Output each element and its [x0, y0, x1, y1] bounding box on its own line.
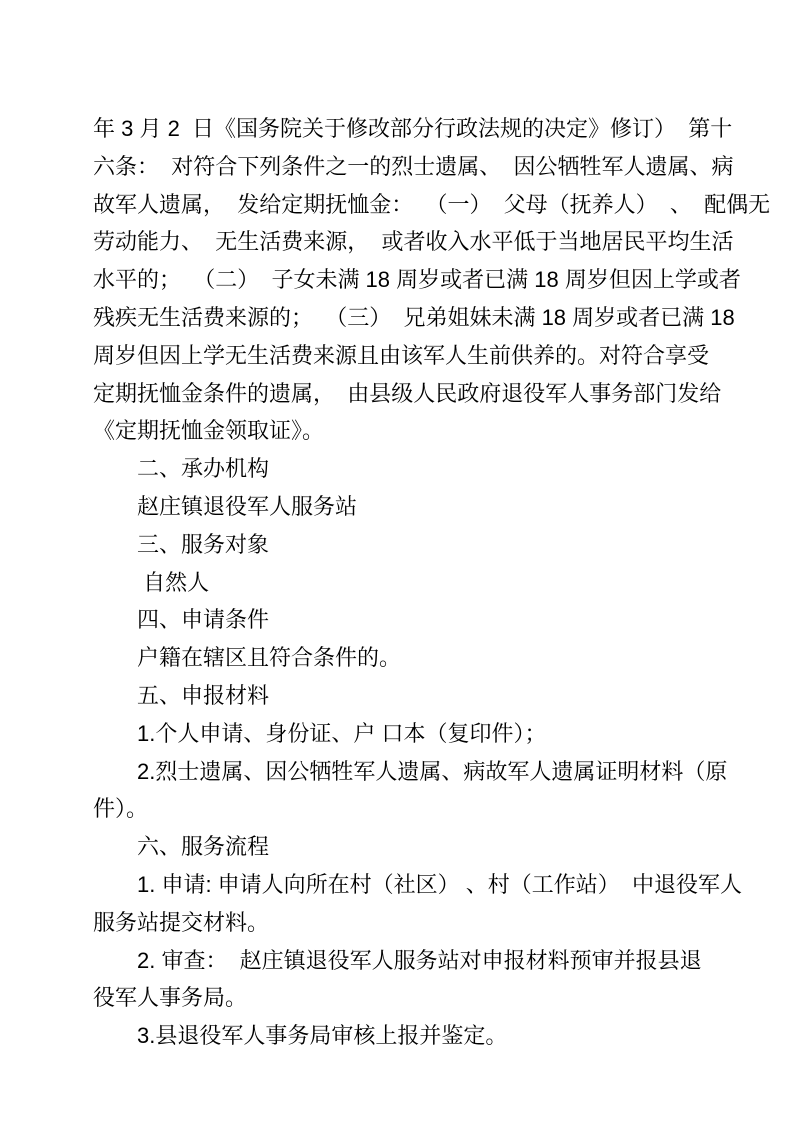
text-line: 水平的； （二） 子女未满 18 周岁或者已满 18 周岁但因上学或者 — [93, 267, 741, 293]
text-line: 四、申请条件 — [137, 607, 270, 633]
text-line: 赵庄镇退役军人服务站 — [137, 493, 358, 519]
text-line: 服务站提交材料。 — [93, 909, 270, 935]
text-line: 周岁但因上学无生活费来源且由该军人生前供养的。对符合享受 — [93, 342, 710, 368]
text-line: 3.县退役军人事务局审核上报并鉴定。 — [137, 1023, 508, 1049]
text-line: 2. 审查： 赵庄镇退役军人服务站对申报材料预审并报县退 — [137, 947, 702, 973]
text-line: 定期抚恤金条件的遗属， 由县级人民政府退役军人事务部门发给 — [93, 380, 722, 406]
text-line: 户籍在辖区且符合条件的。 — [137, 645, 402, 671]
text-line: 劳动能力、 无生活费来源， 或者收入水平低于当地居民平均生活 — [93, 229, 734, 255]
text-line: 三、服务对象 — [137, 531, 270, 557]
document-body — [93, 110, 771, 1055]
text-line: 自然人 — [137, 569, 210, 595]
text-line: 六、服务流程 — [137, 834, 270, 860]
text-line: 《定期抚恤金领取证》。 — [93, 418, 325, 444]
text-line: 年 3 月 2 日《国务院关于修改部分行政法规的决定》修订） 第十 — [93, 116, 733, 141]
text-line: 2.烈士遗属、因公牺牲军人遗属、病故军人遗属证明材料（原 — [137, 758, 728, 784]
text-line: 件）。 — [93, 796, 149, 822]
text-line: 役军人事务局。 — [93, 985, 248, 1011]
text-line: 故军人遗属， 发给定期抚恤金： （一） 父母（抚养人） 、 配偶无 — [93, 191, 771, 217]
text-line: 残疾无生活费来源的； （三） 兄弟姐妹未满 18 周岁或者已满 18 — [93, 304, 735, 330]
text-line: 1.个人申请、身份证、户 口本（复印件）； — [137, 720, 547, 746]
text-line: 六条： 对符合下列条件之一的烈士遗属、 因公牺牲军人遗属、病 — [93, 153, 734, 179]
text-line: 1. 申请: 申请人向所在村（社区） 、村（工作站） 中退役军人 — [137, 871, 743, 897]
text-line: 二、承办机构 — [137, 456, 270, 482]
text-line: 五、申报材料 — [137, 682, 270, 708]
